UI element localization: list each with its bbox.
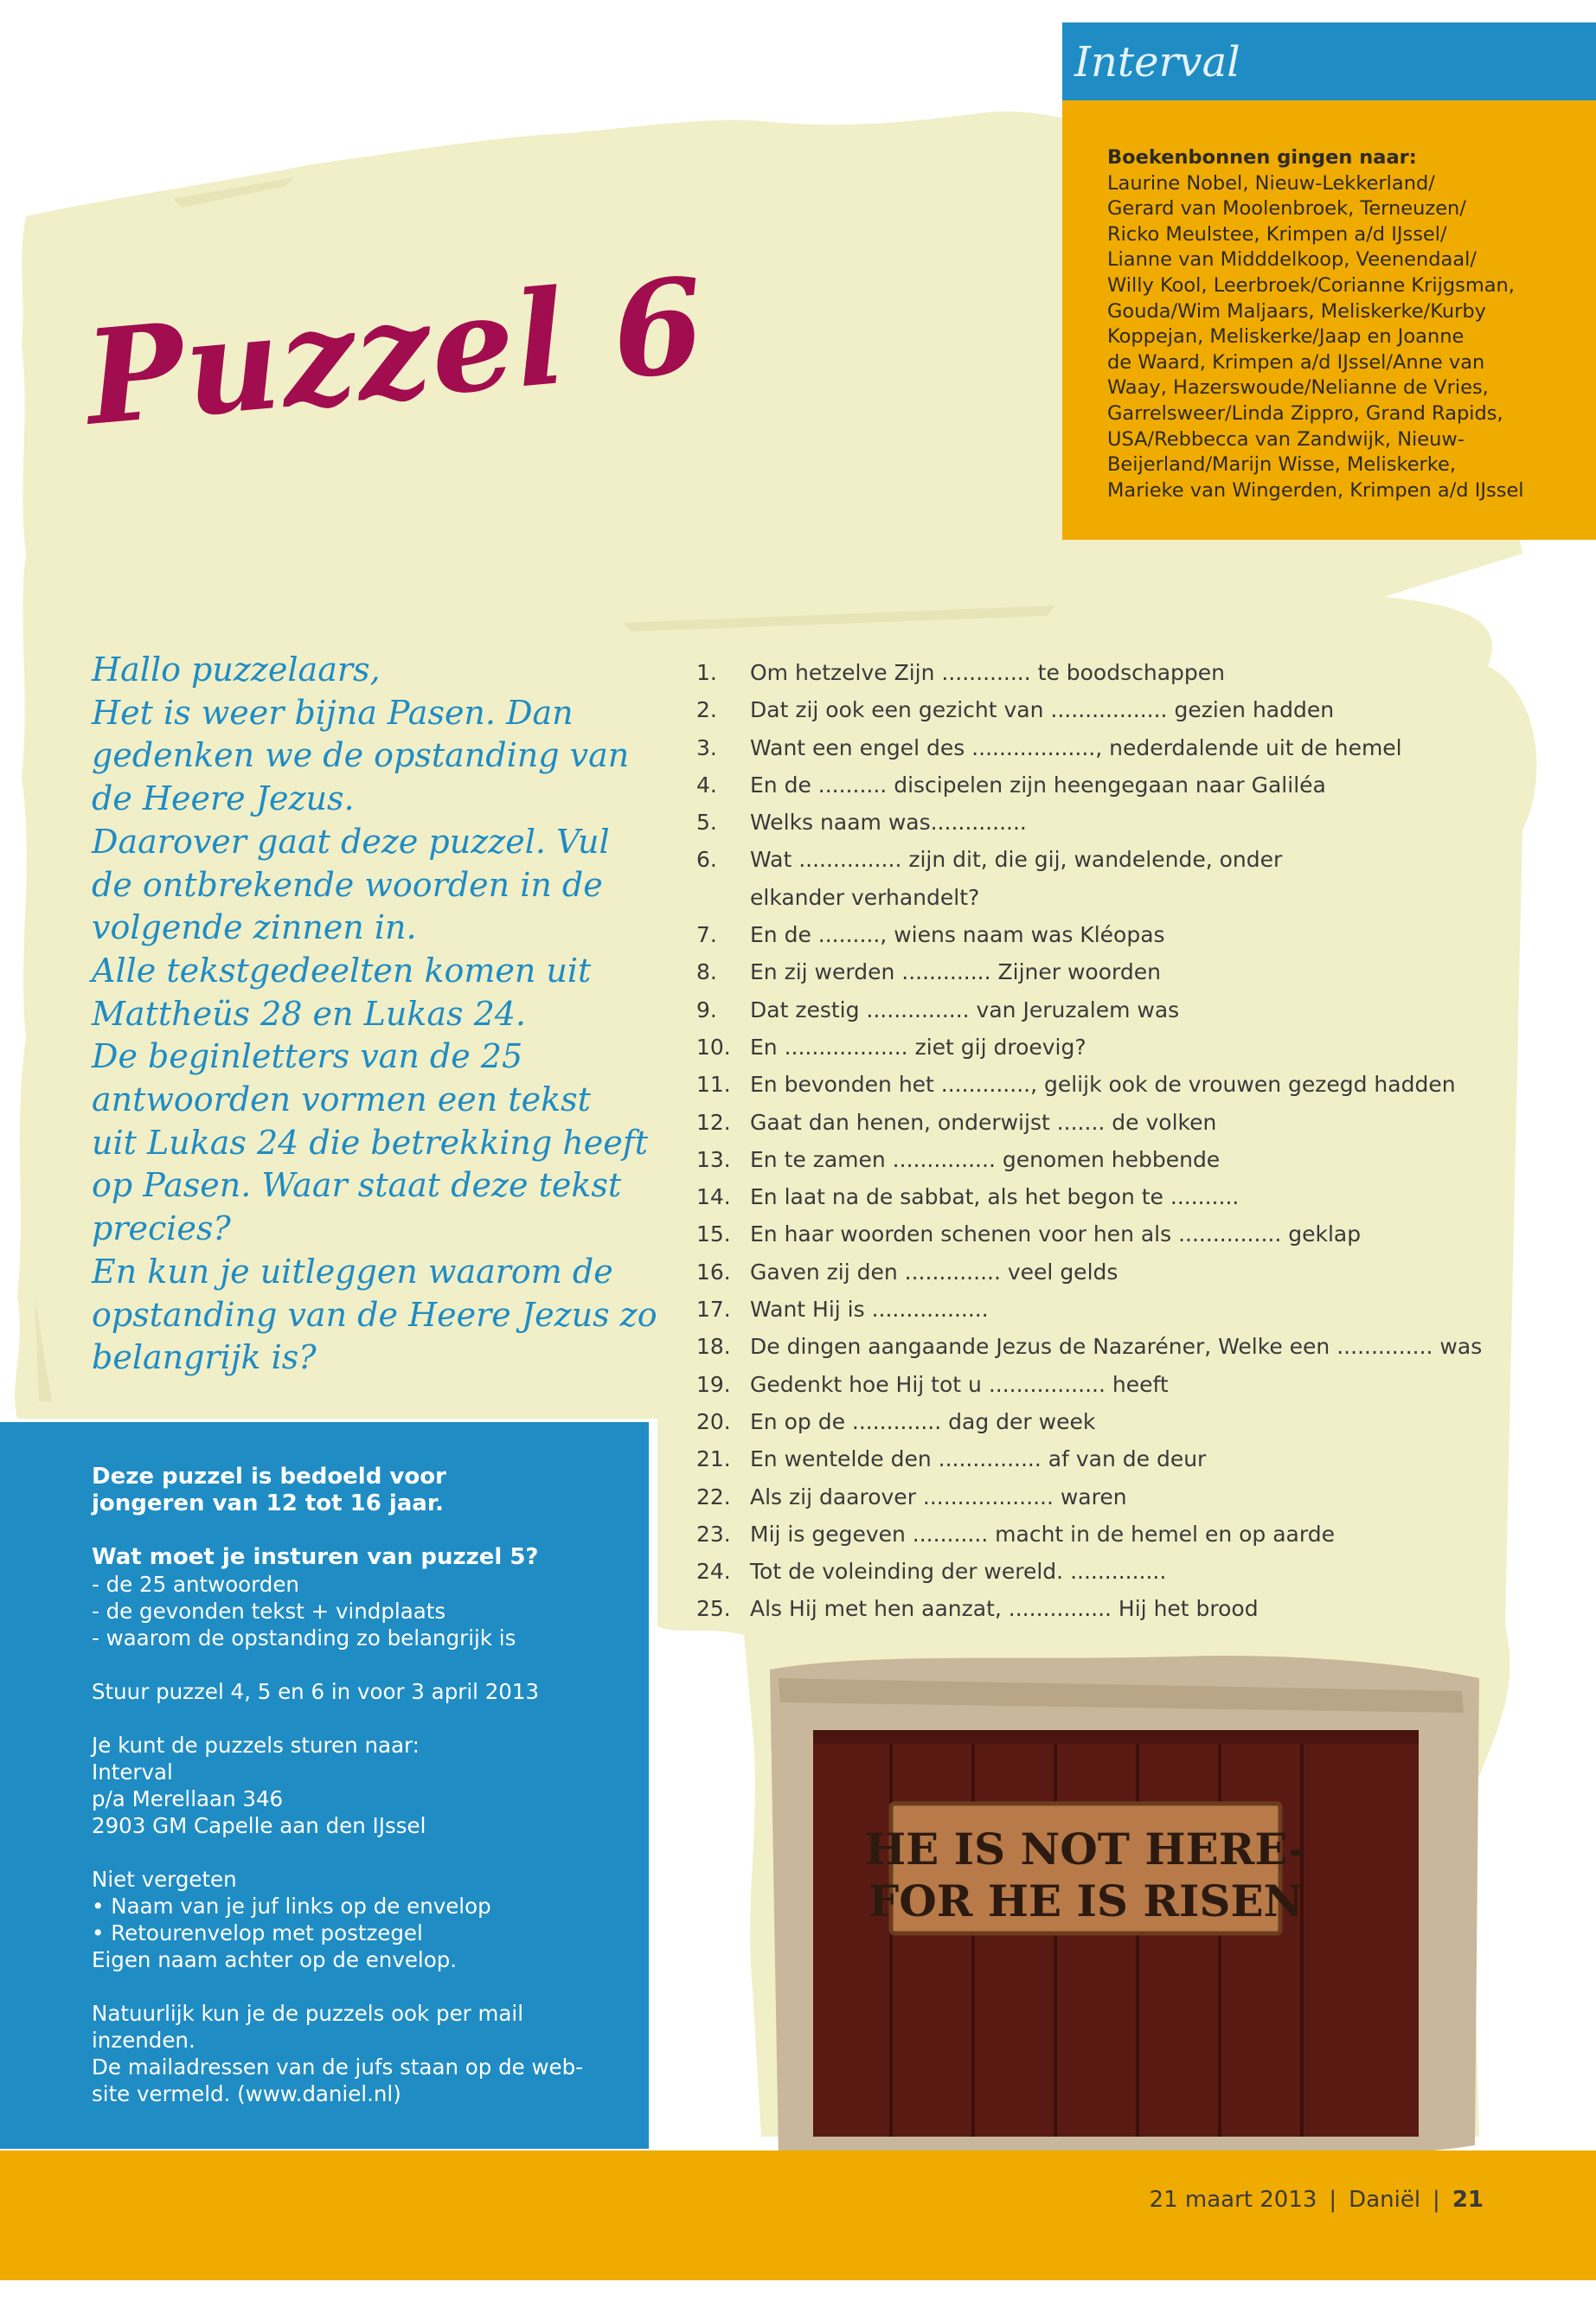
question-number: 16.	[696, 1259, 731, 1285]
question-text: En haar woorden schenen voor hen als ............... geklap	[750, 1221, 1362, 1247]
intro-line: op Pasen. Waar staat deze tekst	[92, 1166, 622, 1205]
question-number: 10.	[696, 1034, 731, 1060]
page-title: Puzzel 6	[80, 248, 712, 455]
question-item	[696, 729, 1527, 766]
send-item: - de 25 antwoorden	[92, 1572, 299, 1597]
intro-line: En kun je uitleggen waarom de	[92, 1252, 613, 1291]
question-item	[696, 1141, 1527, 1178]
winner-line: Ricko Meulstee, Krimpen a/d IJssel/	[1107, 222, 1447, 246]
question-item	[696, 991, 1527, 1029]
winner-line: Laurine Nobel, Nieuw-Lekkerland/	[1107, 171, 1435, 195]
question-number: 2.	[696, 697, 717, 723]
question-list	[696, 654, 1527, 1628]
reminder-item: • Retourenvelop met postzegel	[92, 1920, 423, 1945]
send-item: - waarom de opstanding zo belangrijk is	[92, 1625, 516, 1650]
question-number: 8.	[696, 959, 717, 985]
address-line: Interval	[92, 1759, 173, 1785]
question-item	[696, 953, 1527, 990]
winner-line: USA/Rebbecca van Zandwijk, Nieuw-	[1107, 427, 1465, 451]
question-item	[696, 1516, 1527, 1553]
question-text: Want Hij is .................	[750, 1297, 989, 1323]
question-text: En .................. ziet gij droevig?	[750, 1034, 1086, 1060]
question-number: 1.	[696, 660, 717, 685]
question-text: En te zamen ............... genomen hebbende	[750, 1146, 1221, 1172]
footer	[1150, 2187, 1484, 2213]
question-number: 25.	[696, 1596, 731, 1622]
winner-line: Beijerland/Marijn Wisse, Meliskerke,	[1107, 453, 1457, 477]
footer-separator: |	[1433, 2187, 1440, 2213]
question-text: Als Hij met hen aanzat, ............... Hij het brood	[750, 1596, 1259, 1622]
question-item	[696, 1553, 1527, 1590]
address-line: 2903 GM Capelle aan den IJssel	[92, 1813, 426, 1838]
intro-line: de ontbrekende woorden in de	[92, 865, 603, 904]
sign-line: FOR HE IS RISEN	[868, 1875, 1304, 1926]
question-text: Als zij daarover ................... waren	[750, 1484, 1127, 1509]
question-number: 23.	[696, 1521, 731, 1547]
question-item	[696, 1328, 1527, 1365]
winner-line: Koppejan, Meliskerke/Jaap en Joanne	[1107, 325, 1465, 349]
question-text: De dingen aangaande Jezus de Nazaréner, Welke een .............. was	[750, 1334, 1483, 1360]
question-text: Welks naam was..............	[750, 810, 1027, 836]
question-text: Tot de voleinding der wereld. ..............	[750, 1559, 1167, 1585]
question-text: Om hetzelve Zijn ............. te boodschappen	[750, 660, 1225, 685]
question-item	[696, 1178, 1527, 1215]
question-number: 7.	[696, 922, 717, 948]
intro-line: antwoorden vormen een tekst	[92, 1080, 591, 1119]
reminder-heading: Niet vergeten	[92, 1867, 237, 1892]
winner-line: Waay, Hazerswoude/Nelianne de Vries,	[1107, 376, 1489, 400]
question-text: En wentelde den ............... af van de deur	[750, 1446, 1207, 1472]
question-item	[696, 1291, 1527, 1328]
door-photo	[761, 1652, 1484, 2163]
intro-line: Mattheüs 28 en Lukas 24.	[92, 994, 526, 1033]
winner-line: Willy Kool, Leerbroek/Corianne Krijgsman,	[1107, 273, 1515, 297]
footer-bar	[0, 2150, 1596, 2280]
intro-line: precies?	[92, 1209, 231, 1248]
question-item	[696, 1104, 1527, 1141]
question-item	[696, 1478, 1527, 1516]
question-item	[696, 1066, 1527, 1103]
question-number: 3.	[696, 734, 717, 760]
question-number: 14.	[696, 1184, 731, 1210]
question-item	[696, 804, 1527, 841]
mail-line: inzenden.	[92, 2028, 195, 2053]
question-text: En laat na de sabbat, als het begon te ..........	[750, 1184, 1240, 1210]
intro-line: gedenken we de opstanding van	[92, 736, 630, 775]
question-text: Gaven zij den .............. veel gelds	[750, 1259, 1118, 1285]
audience-line: jongeren van 12 tot 16 jaar.	[92, 1490, 444, 1516]
question-text: Gedenkt hoe Hij tot u ................. heeft	[750, 1371, 1169, 1397]
question-text: Mij is gegeven ........... macht in de hemel en op aarde	[750, 1521, 1335, 1547]
question-number: 19.	[696, 1371, 731, 1397]
intro-line: Het is weer bijna Pasen. Dan	[92, 693, 574, 732]
question-text: Dat zestig ............... van Jeruzalem was	[750, 997, 1180, 1022]
winner-line: Gouda/Wim Maljaars, Meliskerke/Kurby	[1107, 299, 1486, 323]
question-number: 5.	[696, 810, 717, 836]
intro-text	[92, 649, 657, 1380]
winner-line: Gerard van Moolenbroek, Terneuzen/	[1107, 197, 1466, 221]
question-item	[696, 916, 1527, 953]
question-item	[696, 1440, 1527, 1477]
question-number: 11.	[696, 1072, 731, 1098]
question-item	[696, 1590, 1527, 1627]
deadline-text: Stuur puzzel 4, 5 en 6 in voor 3 april 2013	[92, 1679, 540, 1704]
footer-date: 21 maart 2013	[1149, 2187, 1317, 2213]
winner-line: Marieke van Wingerden, Krimpen a/d IJssel	[1107, 478, 1524, 502]
intro-line: opstanding van de Heere Jezus zo	[92, 1295, 657, 1334]
intro-line: de Heere Jezus.	[92, 779, 355, 818]
question-item	[696, 841, 1527, 916]
question-number: 22.	[696, 1484, 731, 1509]
send-item: - de gevonden tekst + vindplaats	[92, 1599, 446, 1624]
intro-line: uit Lukas 24 die betrekking heeft	[92, 1123, 649, 1162]
winners-title: Boekenbonnen gingen naar:	[1107, 146, 1417, 169]
question-item	[696, 1366, 1527, 1403]
question-item	[696, 1253, 1527, 1291]
reminder-item: Eigen naam achter op de envelop.	[92, 1947, 458, 1972]
sign-line: HE IS NOT HERE-	[864, 1823, 1307, 1875]
intro-line: belangrijk is?	[92, 1338, 317, 1377]
question-text: En de ........., wiens naam was Kléopas	[750, 922, 1165, 948]
address-line: p/a Merellaan 346	[92, 1786, 284, 1811]
question-text: Wat ............... zijn dit, die gij, wandelende, onder elkander verhandelt?	[750, 847, 1283, 910]
winner-line: Garrelsweer/Linda Zippro, Grand Rapids,	[1107, 401, 1503, 425]
intro-line: De beginletters van de 25	[92, 1037, 523, 1076]
winners-box	[1062, 100, 1596, 540]
page-number: 21	[1452, 2187, 1484, 2213]
question-text: En op de ............. dag der week	[750, 1408, 1096, 1434]
info-box	[0, 1422, 649, 2149]
question-item	[696, 1215, 1527, 1253]
question-item	[696, 1403, 1527, 1440]
intro-line: Hallo puzzelaars,	[92, 651, 381, 689]
mail-line: Natuurlijk kun je de puzzels ook per mail	[92, 2001, 523, 2026]
intro-line: Daarover gaat deze puzzel. Vul	[92, 822, 610, 861]
footer-magazine: Daniël	[1349, 2187, 1421, 2213]
question-text: En de .......... discipelen zijn heengegaan naar Galiléa	[750, 772, 1326, 798]
question-number: 24.	[696, 1559, 731, 1585]
question-text: Dat zij ook een gezicht van ................. gezien hadden	[750, 697, 1335, 723]
question-number: 13.	[696, 1146, 731, 1172]
question-text: En bevonden het ............., gelijk ook de vrouwen gezegd hadden	[750, 1072, 1456, 1098]
intro-line: volgende zinnen in.	[92, 908, 417, 947]
question-text: Want een engel des .................., nederdalende uit de hemel	[750, 734, 1402, 760]
audience-line: Deze puzzel is bedoeld voor	[92, 1464, 446, 1490]
question-number: 9.	[696, 997, 717, 1022]
question-number: 18.	[696, 1334, 731, 1360]
question-number: 12.	[696, 1109, 731, 1135]
question-item	[696, 654, 1527, 691]
question-number: 20.	[696, 1408, 731, 1434]
section-tab	[1062, 22, 1596, 100]
winner-line: de Waard, Krimpen a/d IJssel/Anne van	[1107, 350, 1485, 374]
question-item	[696, 766, 1527, 804]
send-heading: Wat moet je insturen van puzzel 5?	[92, 1544, 539, 1570]
footer-separator: |	[1329, 2187, 1337, 2213]
reminder-item: • Naam van je juf links op de envelop	[92, 1894, 491, 1919]
question-item	[696, 1029, 1527, 1066]
question-text: En zij werden ............. Zijner woorden	[750, 959, 1161, 985]
question-number: 6.	[696, 847, 717, 873]
mail-line: De mailadressen van de jufs staan op de web-	[92, 2054, 584, 2080]
section-title: Interval	[1074, 38, 1240, 87]
question-text: Gaat dan henen, onderwijst ....... de volken	[750, 1109, 1217, 1135]
mail-line: site vermeld. (www.daniel.nl)	[92, 2081, 401, 2106]
address-intro: Je kunt de puzzels sturen naar:	[92, 1733, 420, 1758]
question-number: 21.	[696, 1446, 731, 1472]
winner-line: Lianne van Midddelkoop, Veenendaal/	[1107, 248, 1477, 272]
question-item	[696, 691, 1527, 728]
intro-line: Alle tekstgedeelten komen uit	[92, 951, 592, 990]
question-number: 4.	[696, 772, 717, 798]
question-number: 17.	[696, 1297, 731, 1323]
question-number: 15.	[696, 1221, 731, 1247]
